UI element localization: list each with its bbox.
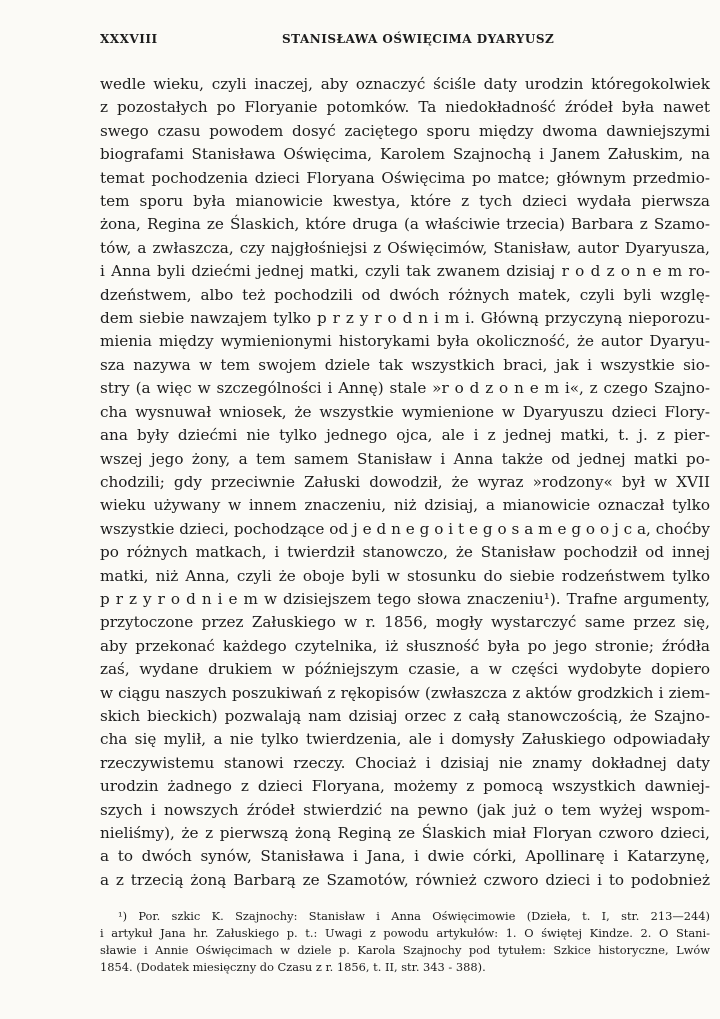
text-line: rzeczywistemu stanowi rzeczy. Chociaż i dzisiaj nie znamy dokładnej daty <box>100 753 710 772</box>
text-line: cha wysnuwał wniosek, że wszystkie wymienione w Dyaryuszu dzieci Flory- <box>100 402 710 421</box>
text-line: stry (a więc w szczególności i Annę) stale »r o d z o n e m i«, z czego Szajno- <box>100 379 710 398</box>
text-line: dzeństwem, albo też pochodzili od dwóch różnych matek, czyli byli wzglę- <box>100 285 710 304</box>
footnote-line: i artykuł Jana hr. Załuskiego p. t.: Uwagi z powodu artykułów: 1. O świętej Kindze. 2. O Stani- <box>100 926 710 940</box>
text-line: swego czasu powodem dosyć zaciętego sporu między dwoma dawniejszymi <box>100 121 710 140</box>
text-line: mienia między wymienionymi historykami była okoliczność, że autor Dyaryu- <box>100 332 710 351</box>
body-text <box>100 73 710 892</box>
page-header <box>100 28 710 48</box>
text-line: wedle wieku, czyli inaczej, aby oznaczyć ściśle daty urodzin któregokolwiek <box>100 75 710 93</box>
footnote-line: 1854. (Dodatek miesięczny do Czasu z r. 1856, t. II, str. 343 - 388). <box>100 960 486 974</box>
text-line: skich bieckich) pozwalają nam dzisiaj orzec z całą stanowczością, że Szajno- <box>100 706 710 725</box>
text-line: w ciągu naszych poszukiwań z rękopisów (zwłaszcza z aktów grodzkich i ziem- <box>100 683 710 702</box>
text-line: dem siebie nawzajem tylko p r z y r o d n i m i. Główną przyczyną nieporozu- <box>100 309 710 328</box>
text-line: biografami Stanisława Oświęcima, Karolem Szajnochą i Janem Załuskim, na <box>100 145 710 164</box>
text-line: szych i nowszych źródeł stwierdzić na pewno (jak już o tem wyżej wspom- <box>100 800 710 819</box>
text-line: i Anna byli dziećmi jednej matki, czyli tak zwanem dzisiaj r o d z o n e m ro- <box>100 262 710 281</box>
text-line: sza nazywa w tem swojem dziele tak wszystkich braci, jak i wszystkie sio- <box>100 355 710 374</box>
text-line: zaś, wydane drukiem w późniejszym czasie, a w części wydobyte dopiero <box>100 660 710 679</box>
text-line: aby przekonać każdego czytelnika, iż słuszność była po jego stronie; źródła <box>100 636 710 655</box>
text-line: urodzin żadnego z dzieci Floryana, możemy z pomocą wszystkich dawniej- <box>100 777 710 796</box>
text-line: tów, a zwłaszcza, czy najgłośniejsi z Oświęcimów, Stanisław, autor Dyaryusza, <box>100 238 710 257</box>
text-line: p r z y r o d n i e m w dzisiejszem tego słowa znaczeniu¹). Trafne argumenty, <box>100 589 710 608</box>
text-line: wszystkie dzieci, pochodzące od j e d n e g o i t e g o s a m e g o o j c a, choćby <box>100 519 710 538</box>
text-line: żona, Regina ze Ślaskich, które druga (a właściwie trzecia) Barbara z Szamo- <box>100 215 710 234</box>
text-line: a to dwóch synów, Stanisława i Jana, i dwie córki, Apollinarę i Katarzynę, <box>100 847 710 866</box>
text-line: ana były dziećmi nie tylko jednego ojca, ale i z jednej matki, t. j. z pier- <box>100 426 710 445</box>
running-title: STANISŁAWA OŚWIĘCIMA DYARYUSZ <box>282 32 555 46</box>
text-line: a z trzecią żoną Barbarą ze Szamotów, również czworo dzieci i to podobnież <box>100 870 710 889</box>
text-line: matki, niż Anna, czyli że oboje byli w stosunku do siebie rodzeństwem tylko <box>100 566 710 585</box>
footnote-line: ¹) Por. szkic K. Szajnochy: Stanisław i Anna Oświęcimowie (Dzieła, t. I, str. 213—244) <box>118 909 710 923</box>
text-line: cha się mylił, a nie tylko twierdzenia, ale i domysły Załuskiego odpowiadały <box>100 730 710 749</box>
page-number: XXXVIII <box>100 32 158 46</box>
text-line: wieku używany w innem znaczeniu, niż dzisiaj, a mianowicie oznaczał tylko <box>100 496 710 515</box>
text-line: wszej jego żony, a tem samem Stanisław i Anna także od jednej matki po- <box>100 449 710 468</box>
footnote-line: sławie i Annie Oświęcimach w dziele p. Karola Szajnochy pod tytułem: Szkice historyczne, Lwów <box>100 943 710 957</box>
text-line: nieliśmy), że z pierwszą żoną Reginą ze Ślaskich miał Floryan czworo dzieci, <box>100 824 710 842</box>
text-line: przytoczone przez Załuskiego w r. 1856, mogły wystarczyć same przez się, <box>100 613 710 632</box>
footnote <box>100 908 710 976</box>
text-line: temat pochodzenia dzieci Floryana Oświęcima po matce; głównym przedmio- <box>100 168 710 187</box>
text-line: po różnych matkach, i twierdził stanowczo, że Stanisław pochodził od innej <box>100 543 710 562</box>
text-line: tem sporu była mianowicie kwestya, które z tych dzieci wydała pierwsza <box>100 192 710 211</box>
text-line: z pozostałych po Floryanie potomków. Ta niedokładność źródeł była nawet <box>100 98 710 117</box>
text-line: chodzili; gdy przeciwnie Załuski dowodził, że wyraz »rodzony« był w XVII <box>100 472 710 491</box>
